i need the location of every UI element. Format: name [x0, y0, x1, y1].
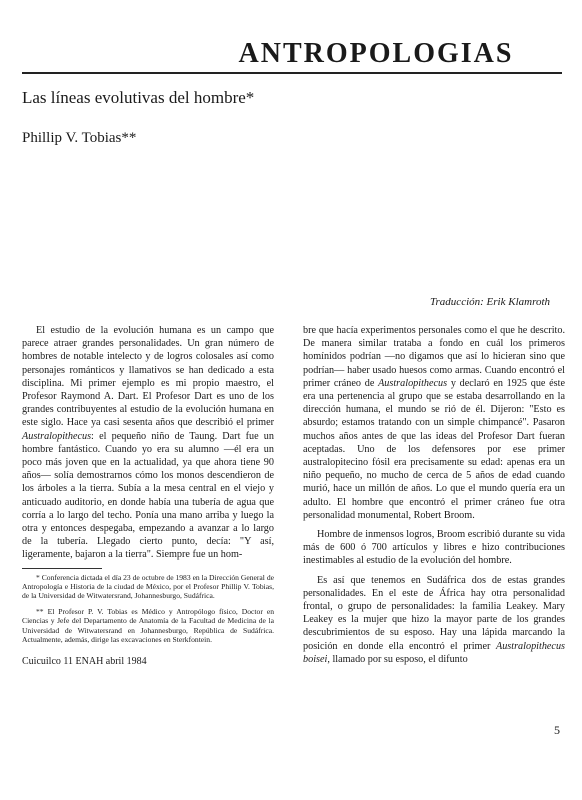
body-paragraph: El estudio de la evolución humana es un campo que parece atraer grandes personalidades. Un gran número de hombres de notable intelecto y de logros colosales así como personajes románticos y llamativos se han dedicado a esta disciplina. Mi primer ejemplo es mi propio maestro, el Profesor Raymond A. Dart. El Profesor Dart es uno de los grandes contribuyentes al estudio de la evolución humana en este siglo. Hace ya casi sesenta años que describió el primer Australopithecus: el pequeño niño de Taung. Dart fue un hombre fantástico. Cuando yo era su alumno —él era un poco más joven que en la actualidad, ya que ahora tiene 90 años— solía demostrarnos cómo los monos descendieron de los árboles a la tierra. Subía a la mesa central en el viejo y anticuado auditorio, en donde había una tubería de agua que corría a lo largo del techo. Ponía una mano arriba y luego la otra y entonces despegaba, empezando a avanzar a lo largo de la tubería. Llegado cierto punto, decía: "Y así, ligeramente, bajaron a la tierra". Siempre fue un hom-: [22, 325, 274, 561]
footnote-2: ** El Profesor P. V. Tobias es Médico y Antropólogo físico, Doctor en Ciencias y Jefe del Departamento de Anatomía de la Facultad de Medicina de la Universidad de Witwatersrand en Johannesburgo, República de Sudáfrica. Actualmente, además, dirige las excavaciones en Sterkfontein.: [22, 606, 274, 645]
body-paragraph: Es así que tenemos en Sudáfrica dos de estas grandes personalidades. En el este de África hay otra personalidad frontal, o grupo de personalidades: la familia Leakey. Mary Leakey es la mujer que hizo la mayor parte de los grandes descubrimientos de su esposo. Hay una lápida marcando la posición en donde ella encontró el primer Australopithecus boisei, llamado por su esposo, el difunto: [303, 574, 566, 665]
author-byline: Phillip V. Tobias**: [22, 130, 137, 146]
left-column: [22, 324, 274, 668]
body-paragraph: Hombre de inmensos logros, Broom escribió durante su vida más de 600 ó 700 artículos y libres e hizo contribuciones inestimables al estudio de la evolución del hombre.: [303, 529, 565, 567]
section-rule: [22, 72, 562, 74]
translation-credit: Traducción: Erik Klamroth: [430, 296, 550, 308]
article-title: Las líneas evolutivas del hombre*: [22, 88, 255, 107]
issue-line: Cuicuilco 11 ENAH abril 1984: [22, 655, 147, 667]
body-paragraph: bre que hacía experimentos personales como el que he descrito. De manera similar trataba a fondo en cuál los primeros homínidos podrían —no digamos que así lo hicieran sino que podrían— haber usado huesos como armas. Cuando encontró el primer cráneo de Australopithecus y declaró en 1925 que éste era una pertenencia al grupo que se estaba desarrollando en la dirección humana, el mundo se rió de él. Dijeron: "Esto es absurdo; estamos tratando con un simple chimpancé". Pasaron muchos años antes de que las ideas del Profesor Dart fueran aceptadas. Uno de los defensores por ese primer australopitecino fósil era precisamente su edad: apenas era un niño pequeño, no mucho de cerca de 5 años de edad cuando murió, hace un millón de años. Lo que el mundo quería era un adulto. El hombre que encontró el primer cráneo fue otra personalidad monumental, Robert Broom.: [303, 325, 565, 521]
right-column: [303, 324, 565, 672]
page-number: 5: [554, 723, 560, 737]
footnote-rule: [22, 568, 102, 569]
footnote-1: * Conferencia dictada el día 23 de octubre de 1983 en la Dirección General de Antropología e Historia de la ciudad de México, por el Profesor Phillip V. Tobias, de la Universidad de Witwatersrand, Johannesburgo, Sudáfrica.: [22, 572, 274, 601]
section-heading: ANTROPOLOGIAS: [238, 38, 514, 69]
